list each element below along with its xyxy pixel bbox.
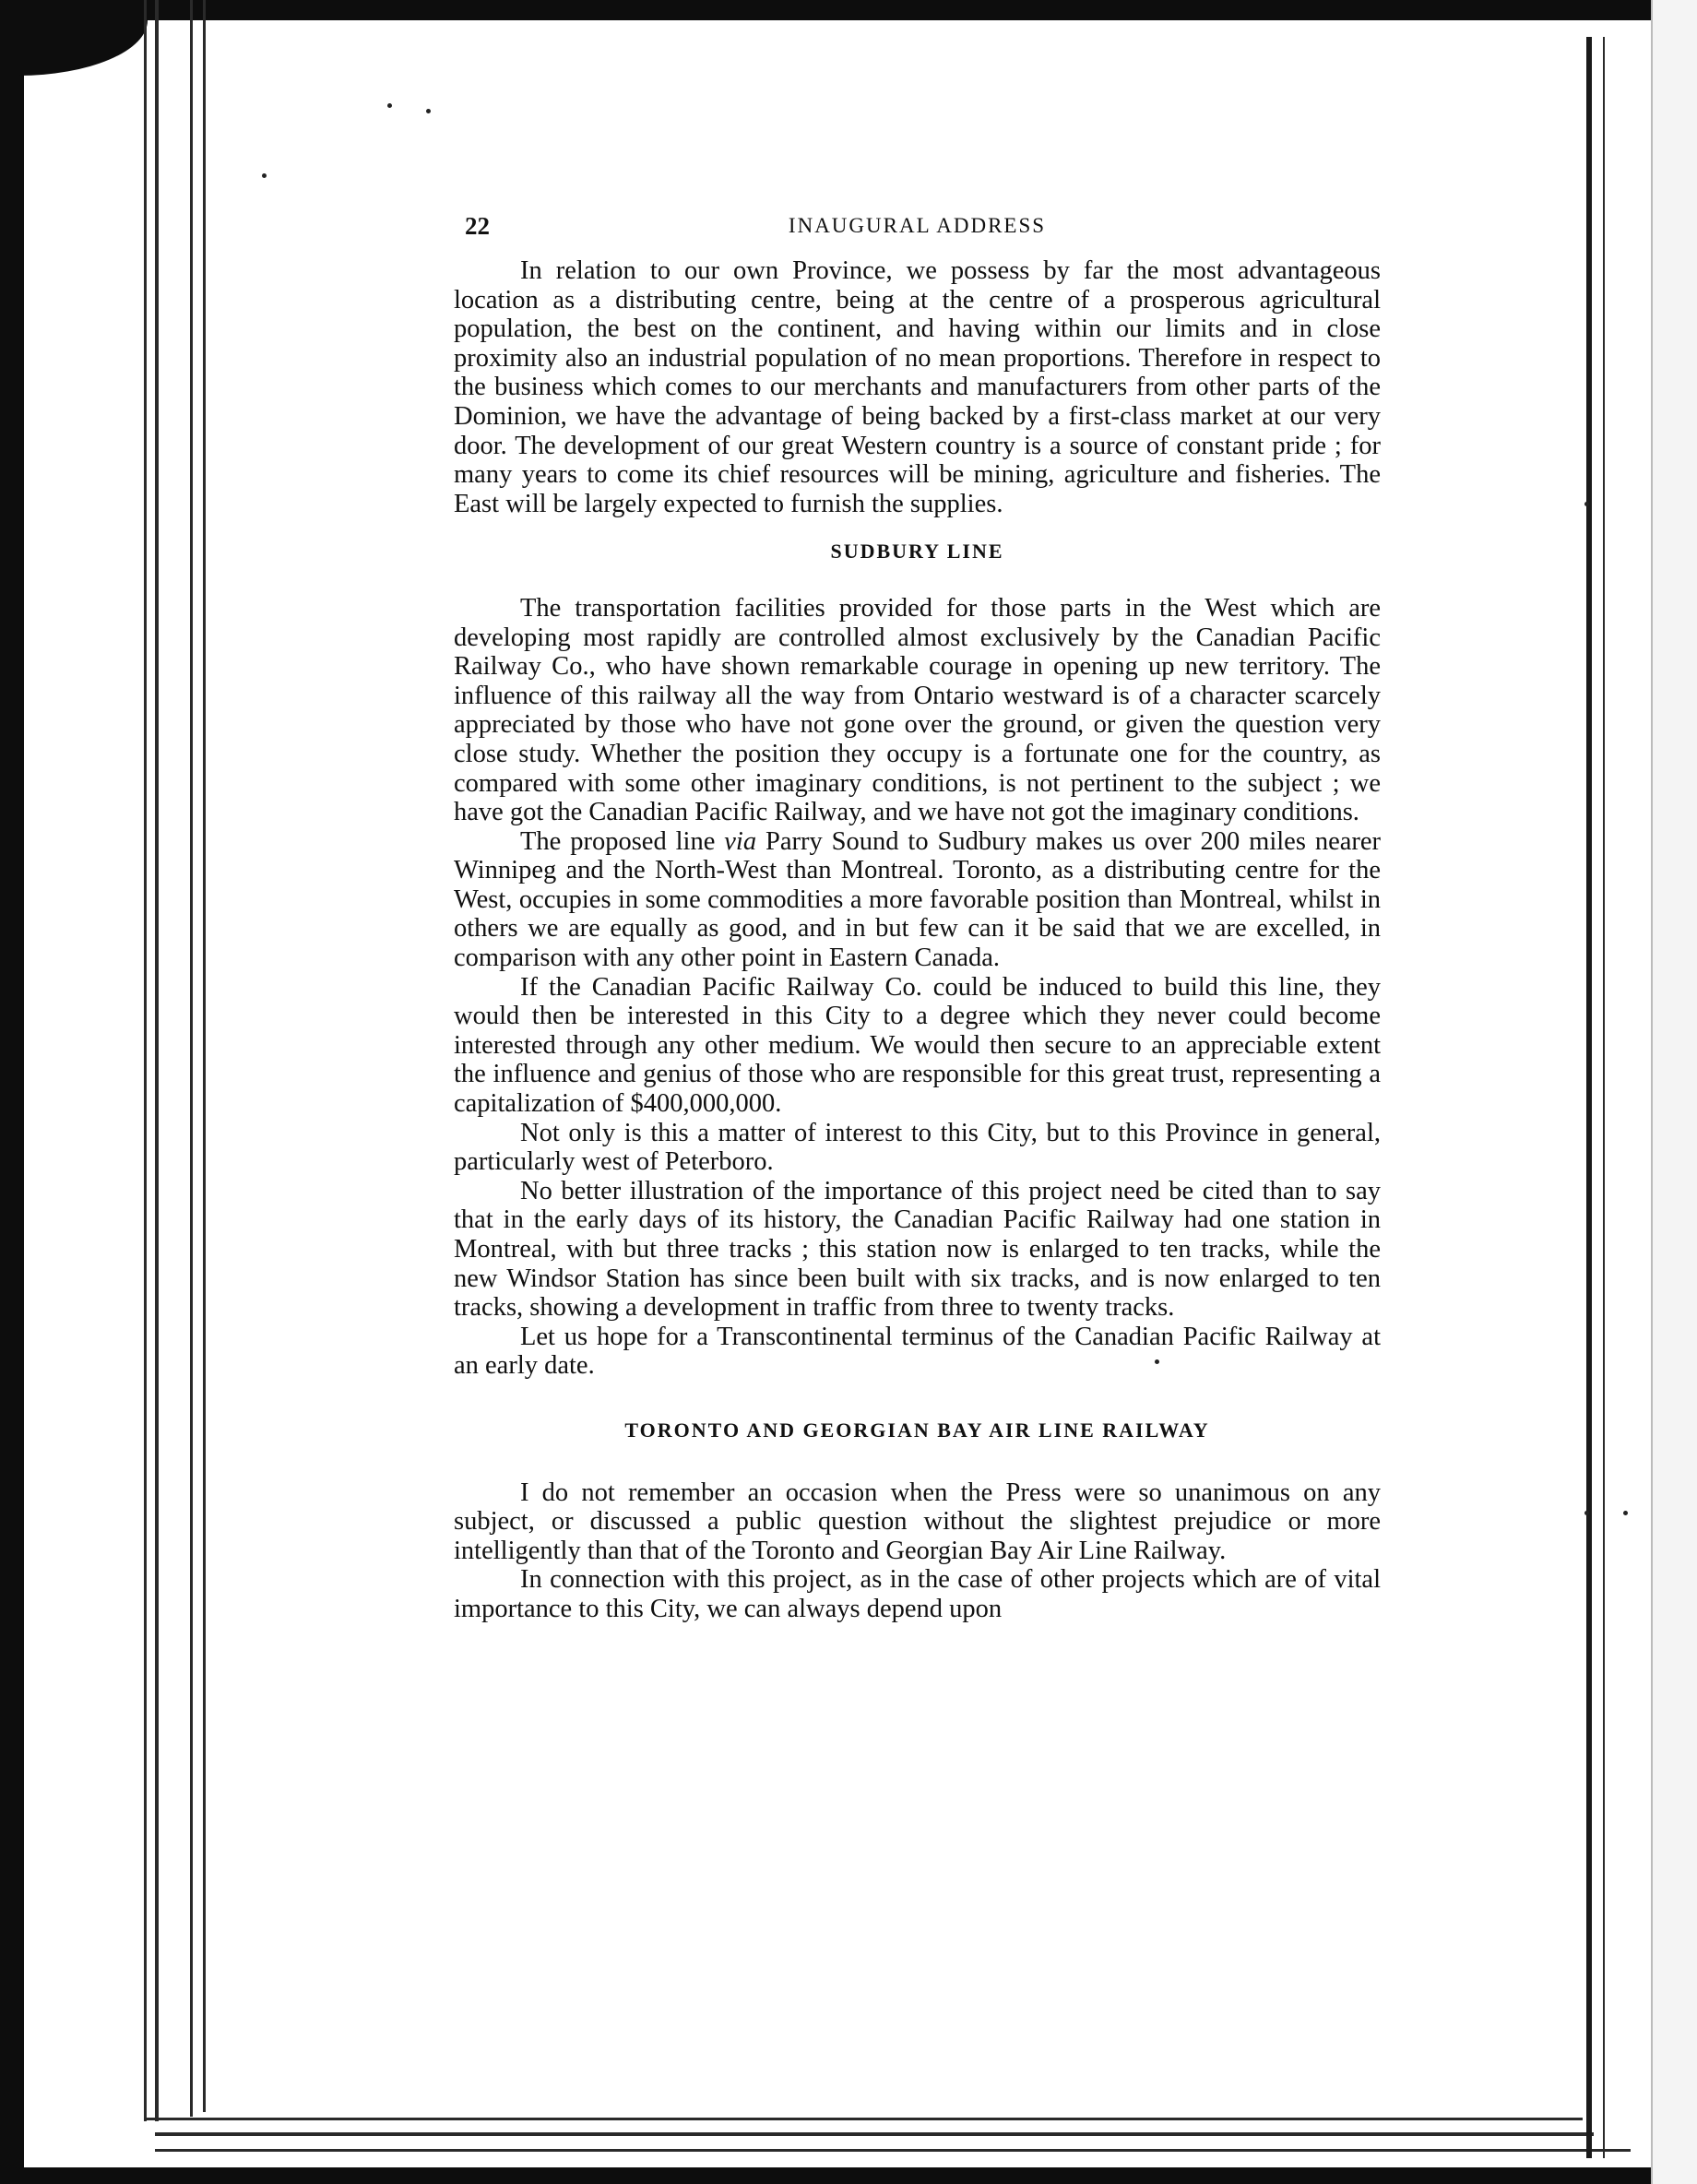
italic-term: via bbox=[724, 826, 757, 856]
paragraph: I do not remember an occasion when the Press were so unanimous on any subject, or discussed a public question without the slightest prejudice or more intelligently than that of the Toronto and Georgian Bay Air Line Railway. bbox=[454, 1478, 1381, 1565]
page-edge-right bbox=[1586, 37, 1592, 2158]
paragraph: The transportation facilities provided for those parts in the West which are developing most rapidly are controlled almost exclusively by the Canadian Pacific Railway Co., who have shown remarkable courage in opening up new territory. The influence of this railway all the way from Ontario westward is of a character scarcely appreciated by those who have not gone over the ground, or given the question very close study. Whether the position they occupy is a fortunate one for the country, as compared with some other imaginary conditions, is not pertinent to the subject ; we have got the Canadian Pacific Railway, and we have not got the imaginary conditions. bbox=[454, 593, 1381, 827]
scan-speck bbox=[387, 103, 392, 108]
running-head bbox=[454, 212, 1381, 256]
scan-speck bbox=[1623, 1511, 1628, 1515]
page-edge-bottom bbox=[144, 2118, 1583, 2120]
body-text bbox=[454, 256, 1381, 1624]
paragraph: In connection with this project, as in the case of other projects which are of vital importance to this City, we can always depend upon bbox=[454, 1565, 1381, 1623]
scan-border-left bbox=[0, 0, 24, 2184]
running-title: INAUGURAL ADDRESS bbox=[788, 214, 1047, 237]
paragraph-text: The proposed line bbox=[520, 826, 725, 856]
paragraph: Not only is this a matter of interest to this City, but to this Province in general, particularly west of Peterboro. bbox=[454, 1118, 1381, 1177]
book-page bbox=[454, 212, 1381, 1624]
page-edge-bottom bbox=[155, 2149, 1631, 2152]
page-edge-left bbox=[144, 0, 147, 2121]
paragraph bbox=[454, 827, 1381, 973]
page-edge-left bbox=[155, 0, 159, 2121]
section-heading: SUDBURY LINE bbox=[830, 540, 1004, 564]
scan-speck bbox=[1584, 502, 1589, 506]
scan-border-bottom bbox=[0, 2167, 1697, 2184]
page-edge-left bbox=[190, 0, 193, 2117]
page-edge-right bbox=[1603, 37, 1605, 2158]
section-heading: TORONTO AND GEORGIAN BAY AIR LINE RAILWAY bbox=[624, 1418, 1210, 1442]
page-edge-bottom bbox=[155, 2132, 1594, 2136]
scan-border-top bbox=[0, 0, 1697, 20]
paragraph: Let us hope for a Transcontinental terminus of the Canadian Pacific Railway at an early date. bbox=[454, 1322, 1381, 1381]
facing-page-edge bbox=[1651, 0, 1653, 2184]
scan-speck bbox=[426, 109, 431, 113]
page-number: 22 bbox=[465, 212, 490, 240]
scan-speck bbox=[262, 173, 267, 178]
book-binding-shadow bbox=[0, 20, 148, 76]
page-edge-left bbox=[203, 0, 206, 2112]
facing-page bbox=[1651, 0, 1697, 2184]
scan-speck bbox=[1584, 1511, 1589, 1515]
paragraph-text: Parry Sound to Sudbury makes us over 200 miles nearer Winnipeg and the North-West than Montreal. Toronto, as a distributing centre for the West, occupies in some commodities a more favorable position than Montreal, whilst in others we are equally as good, and in but few can it be said that we are excelled, in comparison with any other point in Eastern Canada. bbox=[454, 826, 1381, 973]
paragraph: In relation to our own Province, we possess by far the most advantageous location as a distributing centre, being at the centre of a prosperous agricultural population, the best on the continent, and having within our limits and in close proximity also an industrial population of no mean proportions. Therefore in respect to the business which comes to our merchants and manufacturers from other parts of the Dominion, we have the advantage of being backed by a first-class market at our very door. The development of our great Western country is a source of constant pride ; for many years to come its chief resources will be mining, agriculture and fisheries. The East will be largely expected to furnish the supplies. bbox=[454, 256, 1381, 518]
paragraph: If the Canadian Pacific Railway Co. could be induced to build this line, they would then be interested in this City to a degree which they never could become interested through any other medium. We would then secure to an appreciable extent the influence and genius of those who are responsible for this great trust, representing a capitalization of $400,000,000. bbox=[454, 972, 1381, 1119]
paragraph: No better illustration of the importance of this project need be cited than to say that in the early days of its history, the Canadian Pacific Railway had one station in Montreal, with but three tracks ; this station now is enlarged to ten tracks, while the new Windsor Station has since been built with six tracks, and is now enlarged to ten tracks, showing a development in traffic from three to twenty tracks. bbox=[454, 1176, 1381, 1323]
